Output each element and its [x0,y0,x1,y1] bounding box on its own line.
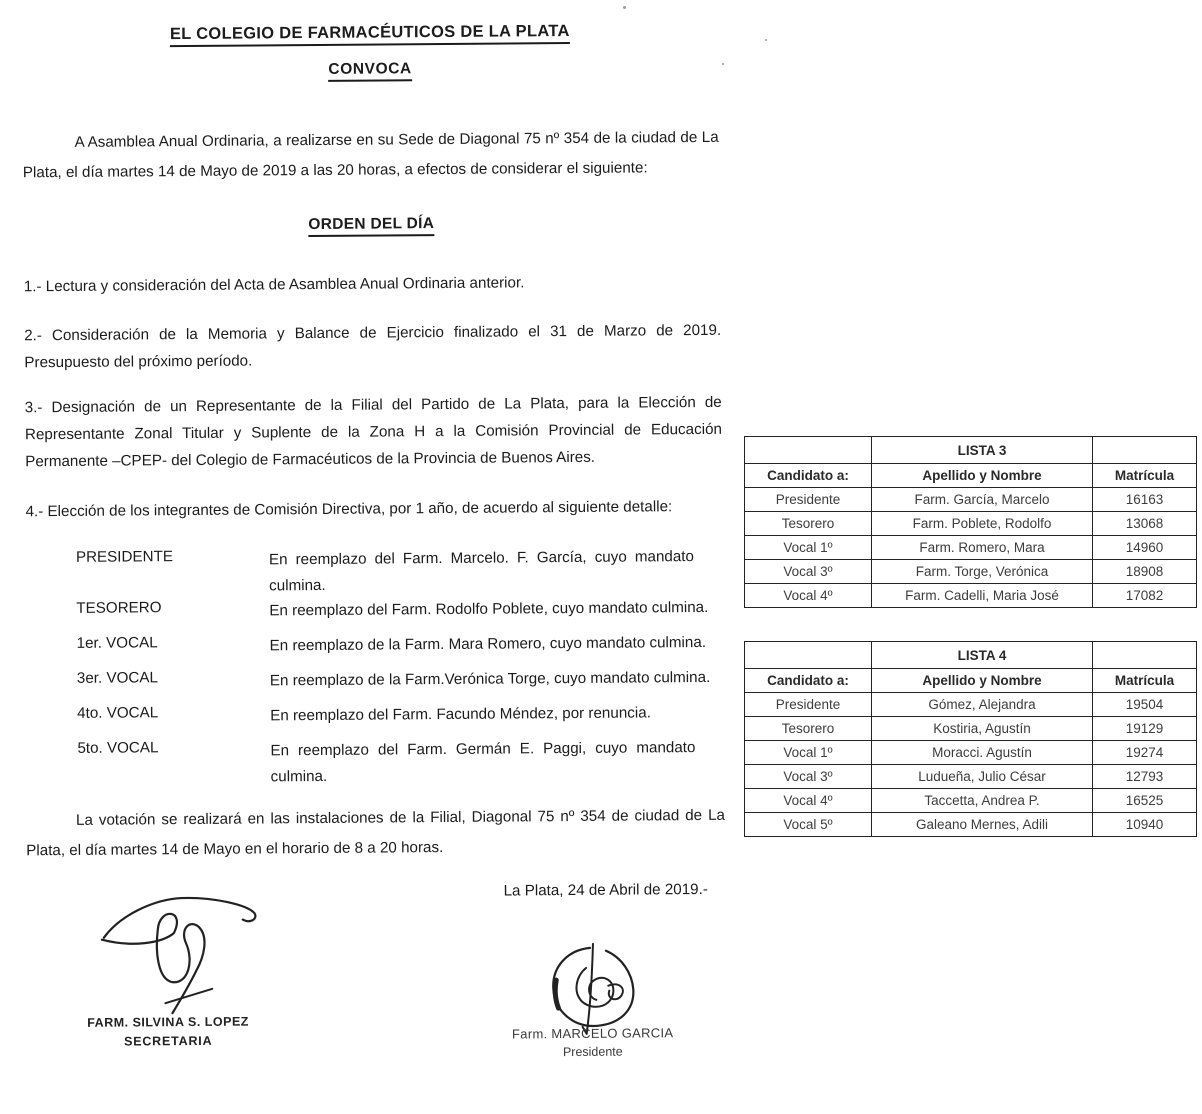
table-cell: 17082 [1093,584,1197,608]
position-detail: En reemplazo del Farm. Facundo Méndez, por renuncia. [270,704,651,725]
position-role: 3er. VOCAL [76,669,158,687]
column-header: Candidato a: [745,669,872,693]
column-header: Candidato a: [745,464,872,488]
table-cell: 16525 [1093,789,1197,813]
table-cell: Tesorero [745,717,872,741]
table-header-row [745,669,1197,693]
table-cell: Gómez, Alejandra [872,693,1093,717]
column-header: Matrícula [1093,464,1197,488]
agenda-title-text: ORDEN DEL DÍA [308,215,434,237]
president-role: Presidente [562,1044,623,1060]
position-detail: En reemplazo de la Farm.Verónica Torge, cuyo mandato culmina. [269,668,711,690]
table-cell: 16163 [1093,488,1197,512]
table-cell: 14960 [1093,536,1197,560]
table-row [745,512,1197,536]
intro-paragraph: A Asamblea Anual Ordinaria, a realizarse en su Sede de Diagonal 75 nº 354 de la ciudad de La Plata, el día martes 14 de Mayo de 2019 a las 20 horas, a efectos de considerar el siguiente: [22,128,719,182]
table-row [745,741,1197,765]
position-role: 5to. VOCAL [77,739,159,757]
empty-cell [745,437,872,464]
position-role: 1er. VOCAL [76,634,158,652]
empty-cell [1093,642,1197,669]
table-header-row [745,464,1197,488]
table-cell: Vocal 4º [745,584,872,608]
document-title-text: EL COLEGIO DE FARMACÉUTICOS DE LA PLATA [170,22,570,47]
table-cell: 18908 [1093,560,1197,584]
table-cell: Vocal 1º [745,536,872,560]
agenda-item-2: 2.- Consideración de la Memoria y Balance de Ejercicio finalizado el 31 de Marzo de 2019. Presupuesto del próximo período. [24,321,722,372]
table-cell: Kostiria, Agustín [872,717,1093,741]
table-row [745,560,1197,584]
secretary-role: SECRETARIA [123,1033,213,1049]
position-detail: En reemplazo del Farm. Germán E. Paggi, cuyo mandato culmina. [270,739,696,786]
table-cell: 12793 [1093,765,1197,789]
table-cell: Ludueña, Julio César [872,765,1093,789]
empty-cell [1093,437,1197,464]
table-cell: Farm. Romero, Mara [872,536,1093,560]
table-cell: Moracci. Agustín [872,741,1093,765]
table-row [745,488,1197,512]
table-cell: Vocal 3º [745,560,872,584]
agenda-item-1: 1.- Lectura y consideración del Acta de Asamblea Anual Ordinaria anterior. [23,274,525,296]
table-cell: Vocal 4º [745,789,872,813]
agenda-item-4: 4.- Elección de los integrantes de Comisión Directiva, por 1 año, de acuerdo al siguiente detalle: [25,498,673,521]
president-name: Farm. MARCELO GARCIA [511,1025,674,1042]
list-title: LISTA 3 [872,437,1093,464]
candidate-table-lista-3 [744,436,1196,608]
column-header: Apellido y Nombre [872,464,1093,488]
position-role: 4to. VOCAL [77,704,159,722]
table-cell: 13068 [1093,512,1197,536]
table-cell: Presidente [745,488,872,512]
table-row [745,789,1197,813]
table-cell: Farm. García, Marcelo [872,488,1093,512]
table-cell: 10940 [1093,813,1197,837]
column-header: Apellido y Nombre [872,669,1093,693]
scan-speck [623,6,626,9]
position-detail: En reemplazo del Farm. Rodolfo Poblete, cuyo mandato culmina. [269,598,709,620]
date-line: La Plata, 24 de Abril de 2019.- [503,880,708,900]
table-cell: 19129 [1093,717,1197,741]
voting-paragraph: La votación se realizará en las instalaciones de la Filial, Diagonal 75 nº 354 de ciudad de La Plata, el día martes 14 de Mayo en el horario de 8 a 20 horas. [26,806,726,860]
scan-speck [765,39,767,41]
table-cell: Vocal 1º [745,741,872,765]
column-header: Matrícula [1093,669,1197,693]
scan-speck [722,63,724,65]
table-cell: Tesorero [745,512,872,536]
table-cell: Taccetta, Andrea P. [872,789,1093,813]
table-row [745,693,1197,717]
table-cell: Vocal 3º [745,765,872,789]
table-row [745,765,1197,789]
position-role: PRESIDENTE [75,548,174,566]
table-cell: Farm. Torge, Verónica [872,560,1093,584]
table-cell: Galeano Mernes, Adili [872,813,1093,837]
document-subtitle-text: CONVOCA [328,60,412,82]
table-cell: 19274 [1093,741,1197,765]
table-cell: Presidente [745,693,872,717]
candidate-table [744,436,1197,608]
table-cell: Farm. Cadelli, Maria José [872,584,1093,608]
table-cell: Vocal 5º [745,813,872,837]
candidate-table [744,641,1197,837]
table-cell: Farm. Poblete, Rodolfo [872,512,1093,536]
table-row [745,536,1197,560]
empty-cell [745,642,872,669]
table-row [745,813,1197,837]
secretary-name: FARM. SILVINA S. LOPEZ [87,1014,249,1030]
table-row [745,717,1197,741]
agenda-item-3: 3.- Designación de un Representante de la Filial del Partido de La Plata, para la Elección de Representante Zonal Titular y Suplente de la Zona H a la Comisión Provincial de Educación Permanente –CPEP- del Colegio de Farmacéuticos de la Provincia de Buenos Aires. [24,393,722,471]
list-title-row [745,642,1197,669]
position-detail: En reemplazo de la Farm. Mara Romero, cuyo mandato culmina. [269,633,707,655]
candidate-table-lista-4 [744,641,1196,837]
position-role: TESORERO [76,599,162,617]
table-cell: 19504 [1093,693,1197,717]
list-title-row [745,437,1197,464]
position-detail: En reemplazo del Farm. Marcelo. F. García, cuyo mandato culmina. [268,548,694,595]
list-title: LISTA 4 [872,642,1093,669]
table-row [745,584,1197,608]
